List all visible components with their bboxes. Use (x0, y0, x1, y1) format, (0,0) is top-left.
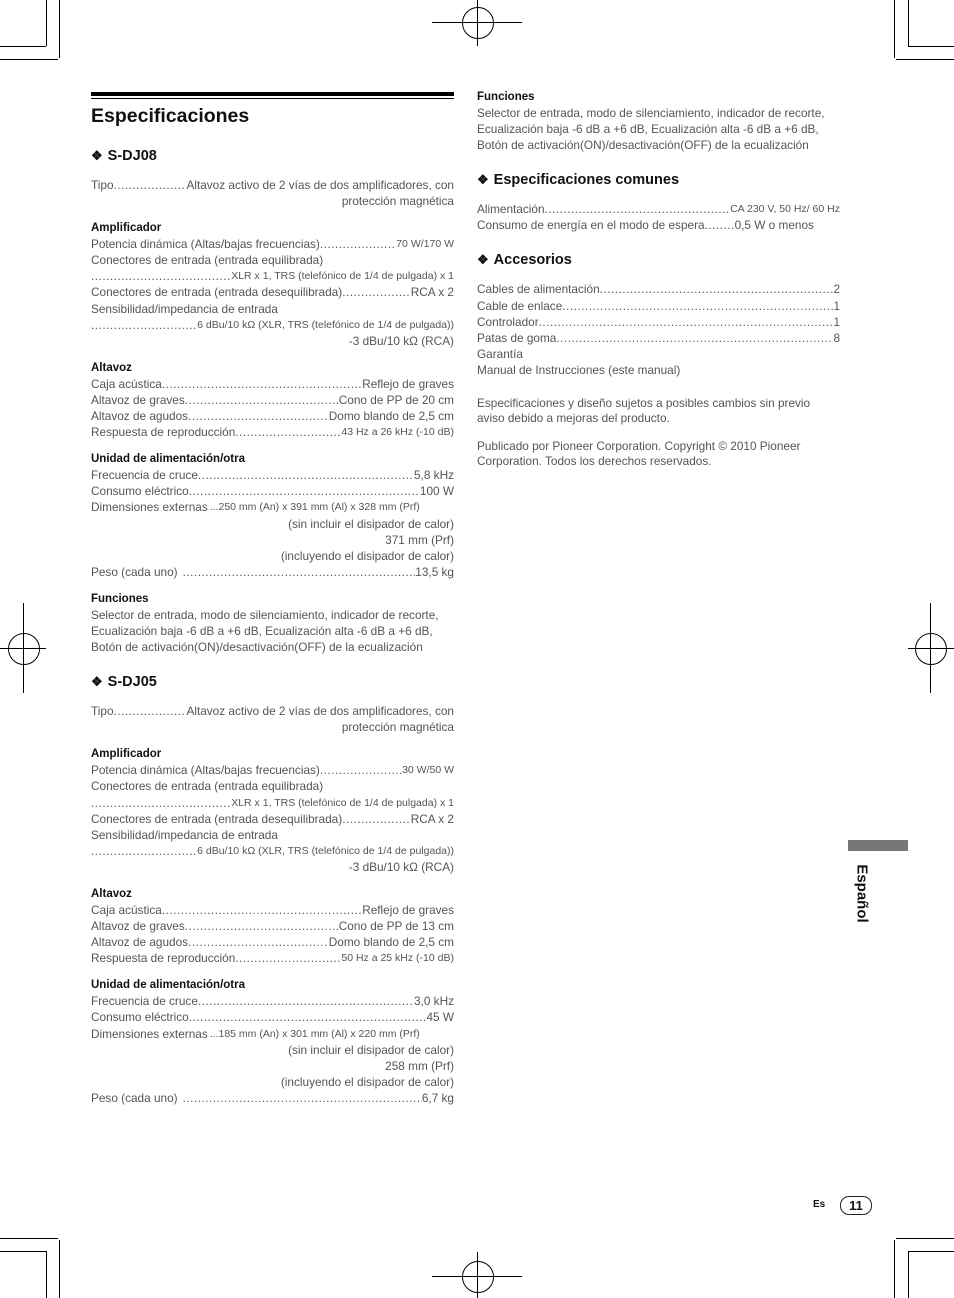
spec-row-dim: Dimensiones externas ... 185 mm (An) x 301 mm (Al) x 220 mm (Prf) (91, 1026, 420, 1041)
section-heading-accesorios: ❖ Accesorios (477, 252, 572, 269)
page-number: 11 (840, 1196, 872, 1215)
subheading-unidad: Unidad de alimentación/otra (91, 453, 245, 466)
subheading-funciones: Funciones (91, 592, 149, 605)
spec-label-sens: Sensibilidad/impedancia de entrada (91, 827, 278, 842)
spec-row-agudos: Altavoz de agudos ..... Domo blando de 2,5 cm (91, 408, 454, 424)
spec-row-potencia: Potencia dinámica (Altas/bajas frecuencias) ..... 30 W/50 W (91, 762, 454, 778)
accessory-garantia: Garantía (477, 346, 523, 361)
subheading-funciones: Funciones (477, 91, 535, 103)
spec-row-agudos: Altavoz de agudos ..... Domo blando de 2,5 cm (91, 934, 454, 950)
spec-row-alimentacion: Alimentación ..... CA 230 V, 50 Hz/ 60 Hz (477, 201, 840, 217)
note-cambios: Especificaciones y diseño sujetos a posibles cambios sin previo aviso debido a mejoras del producto. (477, 396, 811, 425)
spec-value-cont: (incluyendo el disipador de calor) (280, 1074, 454, 1089)
spec-label-sens: Sensibilidad/impedancia de entrada (91, 301, 278, 316)
spec-value-cont: protección magnética (341, 720, 454, 735)
spec-row-caja: Caja acústica ..... Reflejo de graves (91, 902, 454, 918)
spec-row-consumo: Consumo eléctrico ..... 100 W (91, 483, 454, 499)
diamond-icon: ❖ (91, 148, 103, 163)
accessory-row: Cable de enlace ..... 1 (477, 298, 840, 314)
spec-row-sens: ..... 6 dBu/10 kΩ (XLR, TRS (telefónico de 1/4 de pulgada)) (91, 843, 454, 859)
section-heading-sdj08: ❖ S-DJ08 (91, 148, 157, 164)
spec-row-tipo: Tipo ..... Altavoz activo de 2 vías de dos amplificadores, con (91, 177, 454, 193)
left-column (91, 90, 454, 1106)
spec-row-graves: Altavoz de graves ..... Cono de PP de 20 cm (91, 392, 454, 408)
section-heading-sdj05: ❖ S-DJ05 (91, 674, 157, 691)
spec-row-dim: Dimensiones externas ... 250 mm (An) x 391 mm (Al) x 328 mm (Prf) (91, 500, 420, 515)
spec-row-peso: Peso (cada uno) ..... 6,7 kg (91, 1090, 454, 1106)
spec-row-resp: Respuesta de reproducción ..... 43 Hz a 26 kHz (-10 dB) (91, 424, 454, 440)
spec-row-graves: Altavoz de graves ..... Cono de PP de 13 cm (91, 918, 454, 934)
spec-row-conn-deseq: Conectores de entrada (entrada desequilibrada) ..... RCA x 2 (91, 284, 454, 300)
language-abbr: Es (813, 1199, 826, 1210)
page-title: Especificaciones (91, 105, 250, 127)
subheading-unidad: Unidad de alimentación/otra (91, 979, 245, 992)
spec-row-conn-eq: ..... XLR x 1, TRS (telefónico de 1/4 de pulgada) x 1 (91, 268, 454, 284)
spec-row-consumo: Consumo eléctrico ..... 45 W (91, 1009, 454, 1025)
spec-row-cruce: Frecuencia de cruce ..... 5,8 kHz (91, 467, 454, 483)
spec-value-cont: -3 dBu/10 kΩ (RCA) (348, 859, 454, 874)
spec-row-conn-eq: ..... XLR x 1, TRS (telefónico de 1/4 de pulgada) x 1 (91, 795, 454, 811)
subheading-altavoz: Altavoz (91, 888, 132, 900)
subheading-altavoz: Altavoz (91, 361, 132, 374)
spec-row-potencia: Potencia dinámica (Altas/bajas frecuencias) ..... 70 W/170 W (91, 236, 454, 252)
spec-row-conn-deseq: Conectores de entrada (entrada desequilibrada) ..... RCA x 2 (91, 811, 454, 827)
spec-row-caja: Caja acústica ..... Reflejo de graves (91, 376, 454, 392)
right-column (477, 90, 840, 468)
accessory-row: Controlador ..... 1 (477, 314, 840, 330)
funciones-text: Selector de entrada, modo de silenciamiento, indicador de recorte, Ecualización baja -6 dB a +6 dB, Ecualización alta -6 dB a +6 dB, Botón de activación(ON)/desactivación(OFF) de la ecualización (477, 106, 825, 153)
spec-row-peso: Peso (cada uno) ..... 13,5 kg (91, 564, 454, 580)
section-heading-comunes: ❖ Especificaciones comunes (477, 172, 680, 189)
accessory-row: Patas de goma ..... 8 (477, 330, 840, 346)
funciones-text: Selector de entrada, modo de silenciamiento, indicador de recorte, Ecualización baja -6 dB a +6 dB, Ecualización alta -6 dB a +6 dB, Botón de activación(ON)/desactivación(OFF) de la ecualización (91, 607, 439, 655)
spec-label-conn-eq: Conectores de entrada (entrada equilibrada) (91, 253, 324, 268)
spec-row-espera: Consumo de energía en el modo de espera ..... 0,5 W o menos (477, 217, 840, 233)
spec-row-cruce: Frecuencia de cruce ..... 3,0 kHz (91, 993, 454, 1009)
accessory-manual: Manual de Instrucciones (este manual) (477, 362, 681, 377)
spec-value-cont: 258 mm (Prf) (385, 1058, 454, 1073)
spec-row-sens: ..... 6 dBu/10 kΩ (XLR, TRS (telefónico de 1/4 de pulgada)) (91, 317, 454, 333)
diamond-icon: ❖ (477, 172, 489, 188)
note-copyright: Publicado por Pioneer Corporation. Copyright © 2010 Pioneer Corporation. Todos los derechos reservados. (477, 439, 801, 468)
diamond-icon: ❖ (91, 674, 103, 690)
subheading-amplificador: Amplificador (91, 748, 162, 761)
spec-row-resp: Respuesta de reproducción ..... 50 Hz a 25 kHz (-10 dB) (91, 950, 454, 966)
spec-value-cont: (sin incluir el disipador de calor) (288, 1042, 454, 1057)
spec-value-cont: protección magnética (341, 194, 454, 209)
spec-value-cont: 371 mm (Prf) (385, 532, 454, 547)
diamond-icon: ❖ (477, 252, 489, 268)
title-rule (91, 92, 454, 99)
subheading-amplificador: Amplificador (91, 222, 162, 235)
language-tab: Español (853, 864, 871, 923)
language-tab-bar (848, 840, 908, 851)
spec-value-cont: -3 dBu/10 kΩ (RCA) (348, 333, 454, 348)
spec-label-conn-eq: Conectores de entrada (entrada equilibrada) (91, 779, 324, 794)
spec-value-cont: (sin incluir el disipador de calor) (288, 516, 454, 531)
spec-row-tipo: Tipo ..... Altavoz activo de 2 vías de dos amplificadores, con (91, 703, 454, 719)
spec-value-cont: (incluyendo el disipador de calor) (280, 548, 454, 563)
accessory-row: Cables de alimentación ..... 2 (477, 281, 840, 297)
